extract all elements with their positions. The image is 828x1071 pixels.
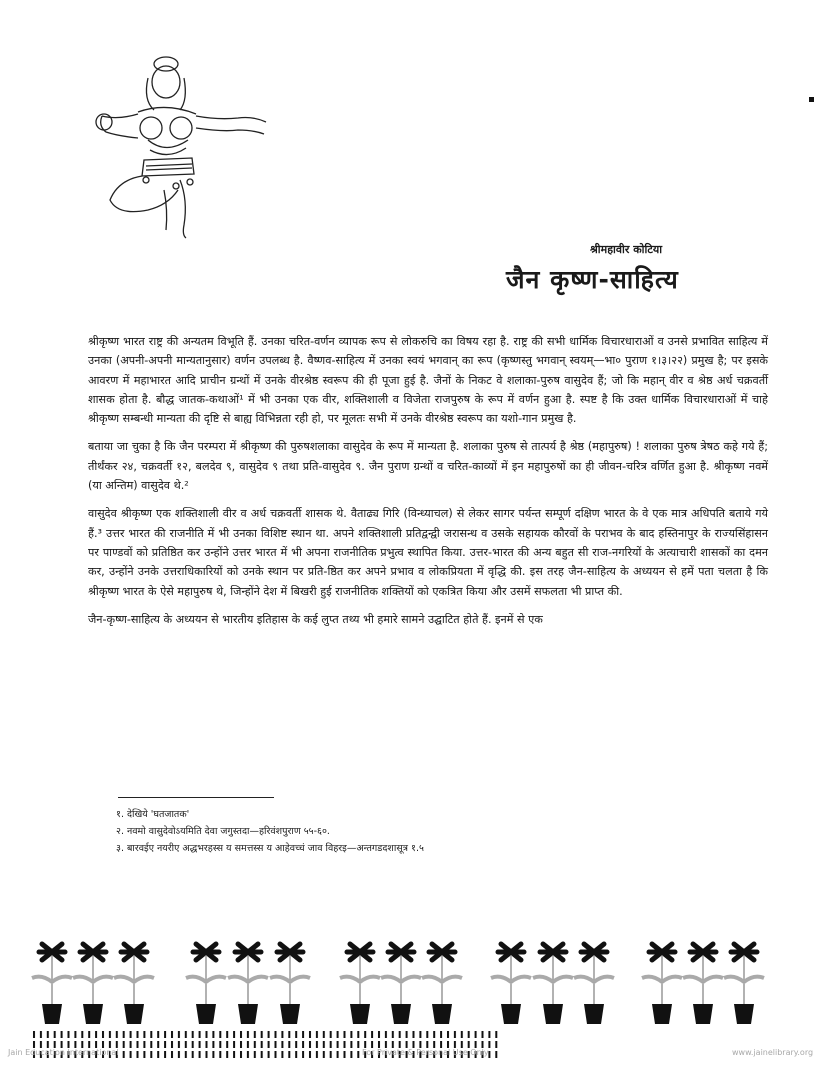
footnotes <box>116 806 424 857</box>
article-body <box>88 332 768 638</box>
potted-flowers-border-icon <box>30 940 790 1030</box>
footnote: ३. बारवईए नयरीए अद्धभरहस्स य समत्तस्स य आहेवच्चं जाव विहरइ—अन्तगडदशासूत्र १.५ <box>116 843 424 854</box>
dancing-figure-illustration <box>88 40 288 240</box>
footer-left: Jain Education International <box>8 1048 119 1057</box>
print-speck <box>809 97 814 102</box>
footer-center: For Private & Personal Use Only <box>362 1048 489 1057</box>
paragraph: जैन-कृष्ण-साहित्य के अध्ययन से भारतीय इतिहास के कई लुप्त तथ्य भी हमारे सामने उद्घाटित होते हैं. इनमें से एक <box>88 612 543 626</box>
paragraph: वासुदेव श्रीकृष्ण एक शक्तिशाली वीर व अर्ध चक्रवर्ती शासक थे. वैताढ्य गिरि (विन्ध्याचल) से लेकर सागर पर्यन्त सम्पूर्ण दक्षिण भारत के वे एक मात्र अधिपति बताये गये हैं.³ उत्तर भारत की राजनीति में भी उनका विशिष्ट स्थान था. अपने शक्तिशाली प्रतिद्वन्द्वी जरासन्ध व उसके सहायक कौरवों के पराभव के बाद हस्तिनापुर के राज्यसिंहासन पर पाण्डवों को प्रतिष्ठित कर उन्होंने उत्तर भारत में भी अपना राजनीतिक प्रभुत्व स्थापित किया. उत्तर-भारत की अन्य बहुत सी राज-नगरियों के अत्याचारी शासकों का दमन कर, उन्होंने उनके उत्तराधिकारियों को उनके स्थान पर प्रति-ष्ठित कर अपने प्रभाव व लोकप्रियता में वृद्धि की. इस तरह जैन-साहित्य के अध्ययन से हमें पता चलता है कि श्रीकृष्ण भारत के ऐसे महापुरुष थे, जिन्होंने देश में बिखरी हुई राजनीतिक शक्तियों को एकत्रित किया और उसमें सफलता भी प्राप्त की. <box>88 507 768 598</box>
author-name: श्रीमहावीर कोटिया <box>590 243 663 256</box>
footnote-divider <box>118 797 274 798</box>
article-title: जैन कृष्ण-साहित्य <box>506 265 679 294</box>
paragraph: बताया जा चुका है कि जैन परम्परा में श्रीकृष्ण की पुरुषशलाका वासुदेव के रूप में मान्यता है. शलाका पुरुष से तात्पर्य है श्रेष्ठ (महापुरुष) ! शलाका पुरुष त्रेषठ कहे गये हैं; तीर्थंकर २४, चक्रवर्ती १२, बलदेव ९, वासुदेव ९ तथा प्रति-वासुदेव ९. जैन पुराण ग्रन्थों व चरित-काव्यों में इन महापुरुषों का ही जीवन-चरित्र वर्णित हुआ है. श्रीकृष्ण नवमें (या अन्तिम) वासुदेव थे.² <box>88 440 768 493</box>
footnote: २. नवमो वासुदेवोऽयमिति देवा जगुस्तदा—हरिवंशपुराण ५५-६०. <box>116 826 330 837</box>
footer-right: www.jainelibrary.org <box>732 1048 814 1057</box>
paragraph: श्रीकृष्ण भारत राष्ट्र की अन्यतम विभूति हैं. उनका चरित-वर्णन व्यापक रूप से लोकरुचि का विषय रहा है. राष्ट्र की सभी धार्मिक विचारधाराओं व उनसे प्रभावित साहित्य में उनका (अपनी-अपनी मान्यतानुसार) वर्णन उपलब्ध है. वैष्णव-साहित्य में उनका स्वयं भगवान् का रूप (कृष्णस्तु भगवान् स्वयम्—भा० पुराण १।३।२२) प्रमुख है; पर इसके आवरण में महाभारत आदि प्राचीन ग्रन्थों में उनके वीरश्रेष्ठ स्वरूप की ही पूजा हुई है. जैनों के निकट वे शलाका-पुरुष वासुदेव हैं; जो कि महान् वीर व श्रेष्ठ अर्ध चक्रवर्ती शासक होता है. बौद्ध जातक-कथाओं¹ में भी उनका एक वीर, शक्तिशाली व विजेता राजपुरुष के रूप में वर्णन हुआ है. स्पष्ट है कि उक्त धार्मिक विचारधाराओं में चाहे श्रीकृष्ण सम्बन्धी मान्यता की दृष्टि से बाह्य विभिन्नता रही हो, पर मूलतः सभी में उनके वीरश्रेष्ठ स्वरूप का यशो-गान प्रमुख है. <box>88 335 768 426</box>
footnote: १. देखिये 'घतजातक' <box>116 809 190 820</box>
